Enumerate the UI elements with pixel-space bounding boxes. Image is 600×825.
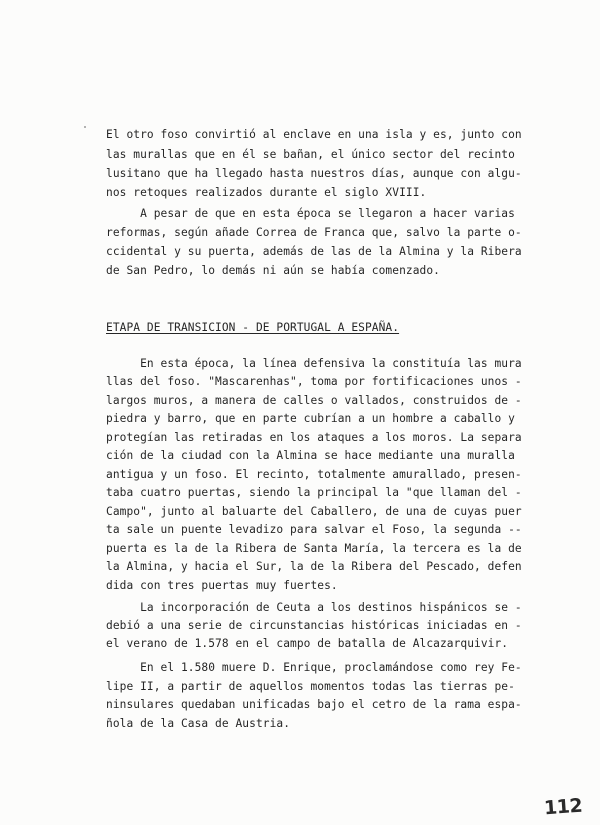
paragraph-1-line-4: nos retoques realizados durante el siglo XVIII. bbox=[106, 186, 427, 199]
paragraph-5-line-2: lipe II, a partir de aquellos momentos todas las tierras pe- bbox=[106, 680, 515, 693]
paragraph-5-line-3: ninsulares quedaban unificadas bajo el cetro de la rama espa- bbox=[106, 698, 522, 711]
paragraph-2-line-4: de San Pedro, lo demás ni aún se había comenzado. bbox=[106, 264, 440, 277]
paragraph-3-line-3: largos muros, a manera de calles o vallados, construidos de - bbox=[106, 394, 522, 407]
paragraph-1-line-1: El otro foso convirtió al enclave en una isla y es, junto con bbox=[106, 128, 522, 141]
paragraph-3-line-10: ta sale un puente levadizo para salvar el Foso, la segunda -- bbox=[106, 523, 522, 536]
paragraph-3-line-13: dida con tres puertas muy fuertes. bbox=[106, 579, 338, 592]
section-heading: ETAPA DE TRANSICION - DE PORTUGAL A ESPAÑA. bbox=[106, 321, 400, 334]
paragraph-4-line-3: el verano de 1.578 en el campo de batalla de Alcazarquivir. bbox=[106, 637, 509, 650]
paper-speck bbox=[84, 126, 86, 128]
paragraph-3-line-2: llas del foso. "Mascarenhas", toma por fortificaciones unos - bbox=[106, 375, 522, 388]
paragraph-4-line-2: debió a una serie de circunstancias históricas iniciadas en - bbox=[106, 619, 522, 632]
paragraph-2-line-2: reformas, según añade Correa de Franca que, salvo la parte o- bbox=[106, 226, 522, 239]
paragraph-3-line-7: antigua y un foso. El recinto, totalmente amurallado, presen- bbox=[106, 468, 522, 481]
paragraph-5-line-1: En el 1.580 muere D. Enrique, proclamándose como rey Fe- bbox=[106, 661, 522, 674]
paragraph-3-line-8: taba cuatro puertas, siendo la principal la "que llaman del - bbox=[106, 486, 522, 499]
paragraph-3-line-6: ción de la ciudad con la Almina se hace mediante una muralla bbox=[106, 449, 515, 462]
paragraph-2-line-1: A pesar de que en esta época se llegaron a hacer varias bbox=[106, 207, 515, 220]
paragraph-3-line-4: piedra y barro, que en parte cubrían a un hombre a caballo y bbox=[106, 412, 515, 425]
paragraph-3-line-1: En esta época, la línea defensiva la constituía las mura bbox=[106, 357, 522, 370]
paragraph-4-line-1: La incorporación de Ceuta a los destinos hispánicos se - bbox=[106, 601, 522, 614]
paragraph-3-line-9: Campo", junto al baluarte del Caballero, de una de cuyas puer bbox=[106, 505, 522, 518]
paragraph-1-line-2: las murallas que en él se bañan, el único sector del recinto bbox=[106, 148, 515, 161]
paragraph-5-line-4: ñola de la Casa de Austria. bbox=[106, 717, 291, 730]
paragraph-2-line-3: ccidental y su puerta, además de las de la Almina y la Ribera bbox=[106, 245, 522, 258]
paragraph-3-line-12: la Almina, y hacia el Sur, la de la Ribera del Pescado, defen bbox=[106, 560, 522, 573]
paragraph-3-line-11: puerta es la de la Ribera de Santa María, la tercera es la de bbox=[106, 542, 522, 555]
paragraph-3-line-5: protegían las retiradas en los ataques a los moros. La separa bbox=[106, 431, 522, 444]
paragraph-1-line-3: lusitano que ha llegado hasta nuestros días, aunque con algu- bbox=[106, 167, 522, 180]
page-number: 112 bbox=[543, 794, 583, 820]
